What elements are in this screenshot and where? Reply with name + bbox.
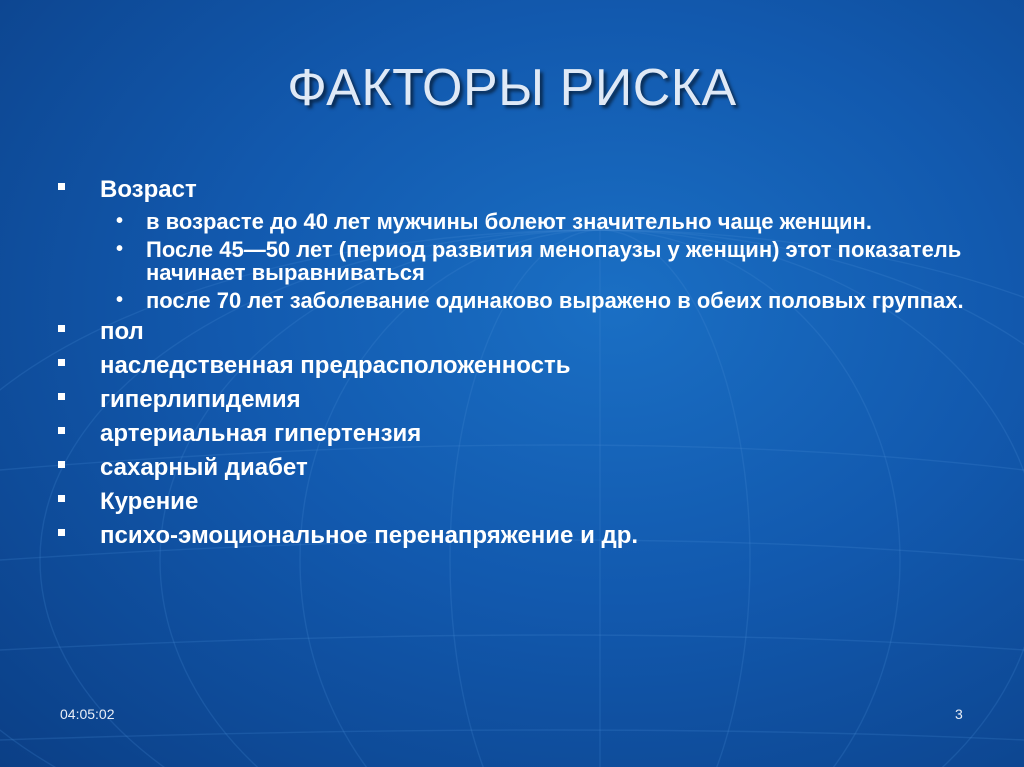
list-item bbox=[58, 318, 978, 346]
square-bullet-icon bbox=[58, 495, 65, 502]
dot-bullet-icon: • bbox=[116, 210, 124, 232]
list-item-text: сахарный диабет bbox=[100, 454, 308, 481]
bullet-list bbox=[58, 176, 978, 556]
square-bullet-icon bbox=[58, 325, 65, 332]
sub-item-text: после 70 лет заболевание одинаково выражено в обеих половых группах. bbox=[146, 288, 964, 313]
sub-item-text: После 45—50 лет (период развития менопаузы у женщин) этот показатель начинает выравниваться bbox=[146, 237, 962, 285]
dot-bullet-icon: • bbox=[116, 238, 124, 260]
list-item-text: артериальная гипертензия bbox=[100, 420, 422, 447]
square-bullet-icon bbox=[58, 183, 65, 190]
sub-item bbox=[58, 289, 978, 312]
slide-title: ФАКТОРЫ РИСКА bbox=[287, 59, 737, 117]
square-bullet-icon bbox=[58, 529, 65, 536]
list-item-text: наследственная предрасположенность bbox=[100, 352, 571, 379]
list-item-text: пол bbox=[100, 318, 144, 345]
list-item-text: Курение bbox=[100, 488, 199, 515]
footer-time: 04:05:02 bbox=[60, 706, 115, 722]
list-item-text: гиперлипидемия bbox=[100, 386, 301, 413]
list-item bbox=[58, 522, 978, 550]
sub-item-text: в возрасте до 40 лет мужчины болеют значительно чаще женщин. bbox=[146, 209, 872, 234]
list-item bbox=[58, 420, 978, 448]
sub-item bbox=[58, 210, 978, 233]
square-bullet-icon bbox=[58, 393, 65, 400]
list-item bbox=[58, 488, 978, 516]
square-bullet-icon bbox=[58, 359, 65, 366]
square-bullet-icon bbox=[58, 461, 65, 468]
dot-bullet-icon: • bbox=[116, 289, 124, 311]
sub-item bbox=[58, 238, 978, 284]
list-item bbox=[58, 352, 978, 380]
list-item-text: Возраст bbox=[100, 176, 197, 203]
list-item bbox=[58, 386, 978, 414]
square-bullet-icon bbox=[58, 427, 65, 434]
sub-list bbox=[58, 210, 978, 312]
list-item bbox=[58, 454, 978, 482]
list-item-age bbox=[58, 176, 978, 204]
list-item-text: психо-эмоциональное перенапряжение и др. bbox=[100, 522, 639, 549]
page-number: 3 bbox=[955, 706, 963, 722]
